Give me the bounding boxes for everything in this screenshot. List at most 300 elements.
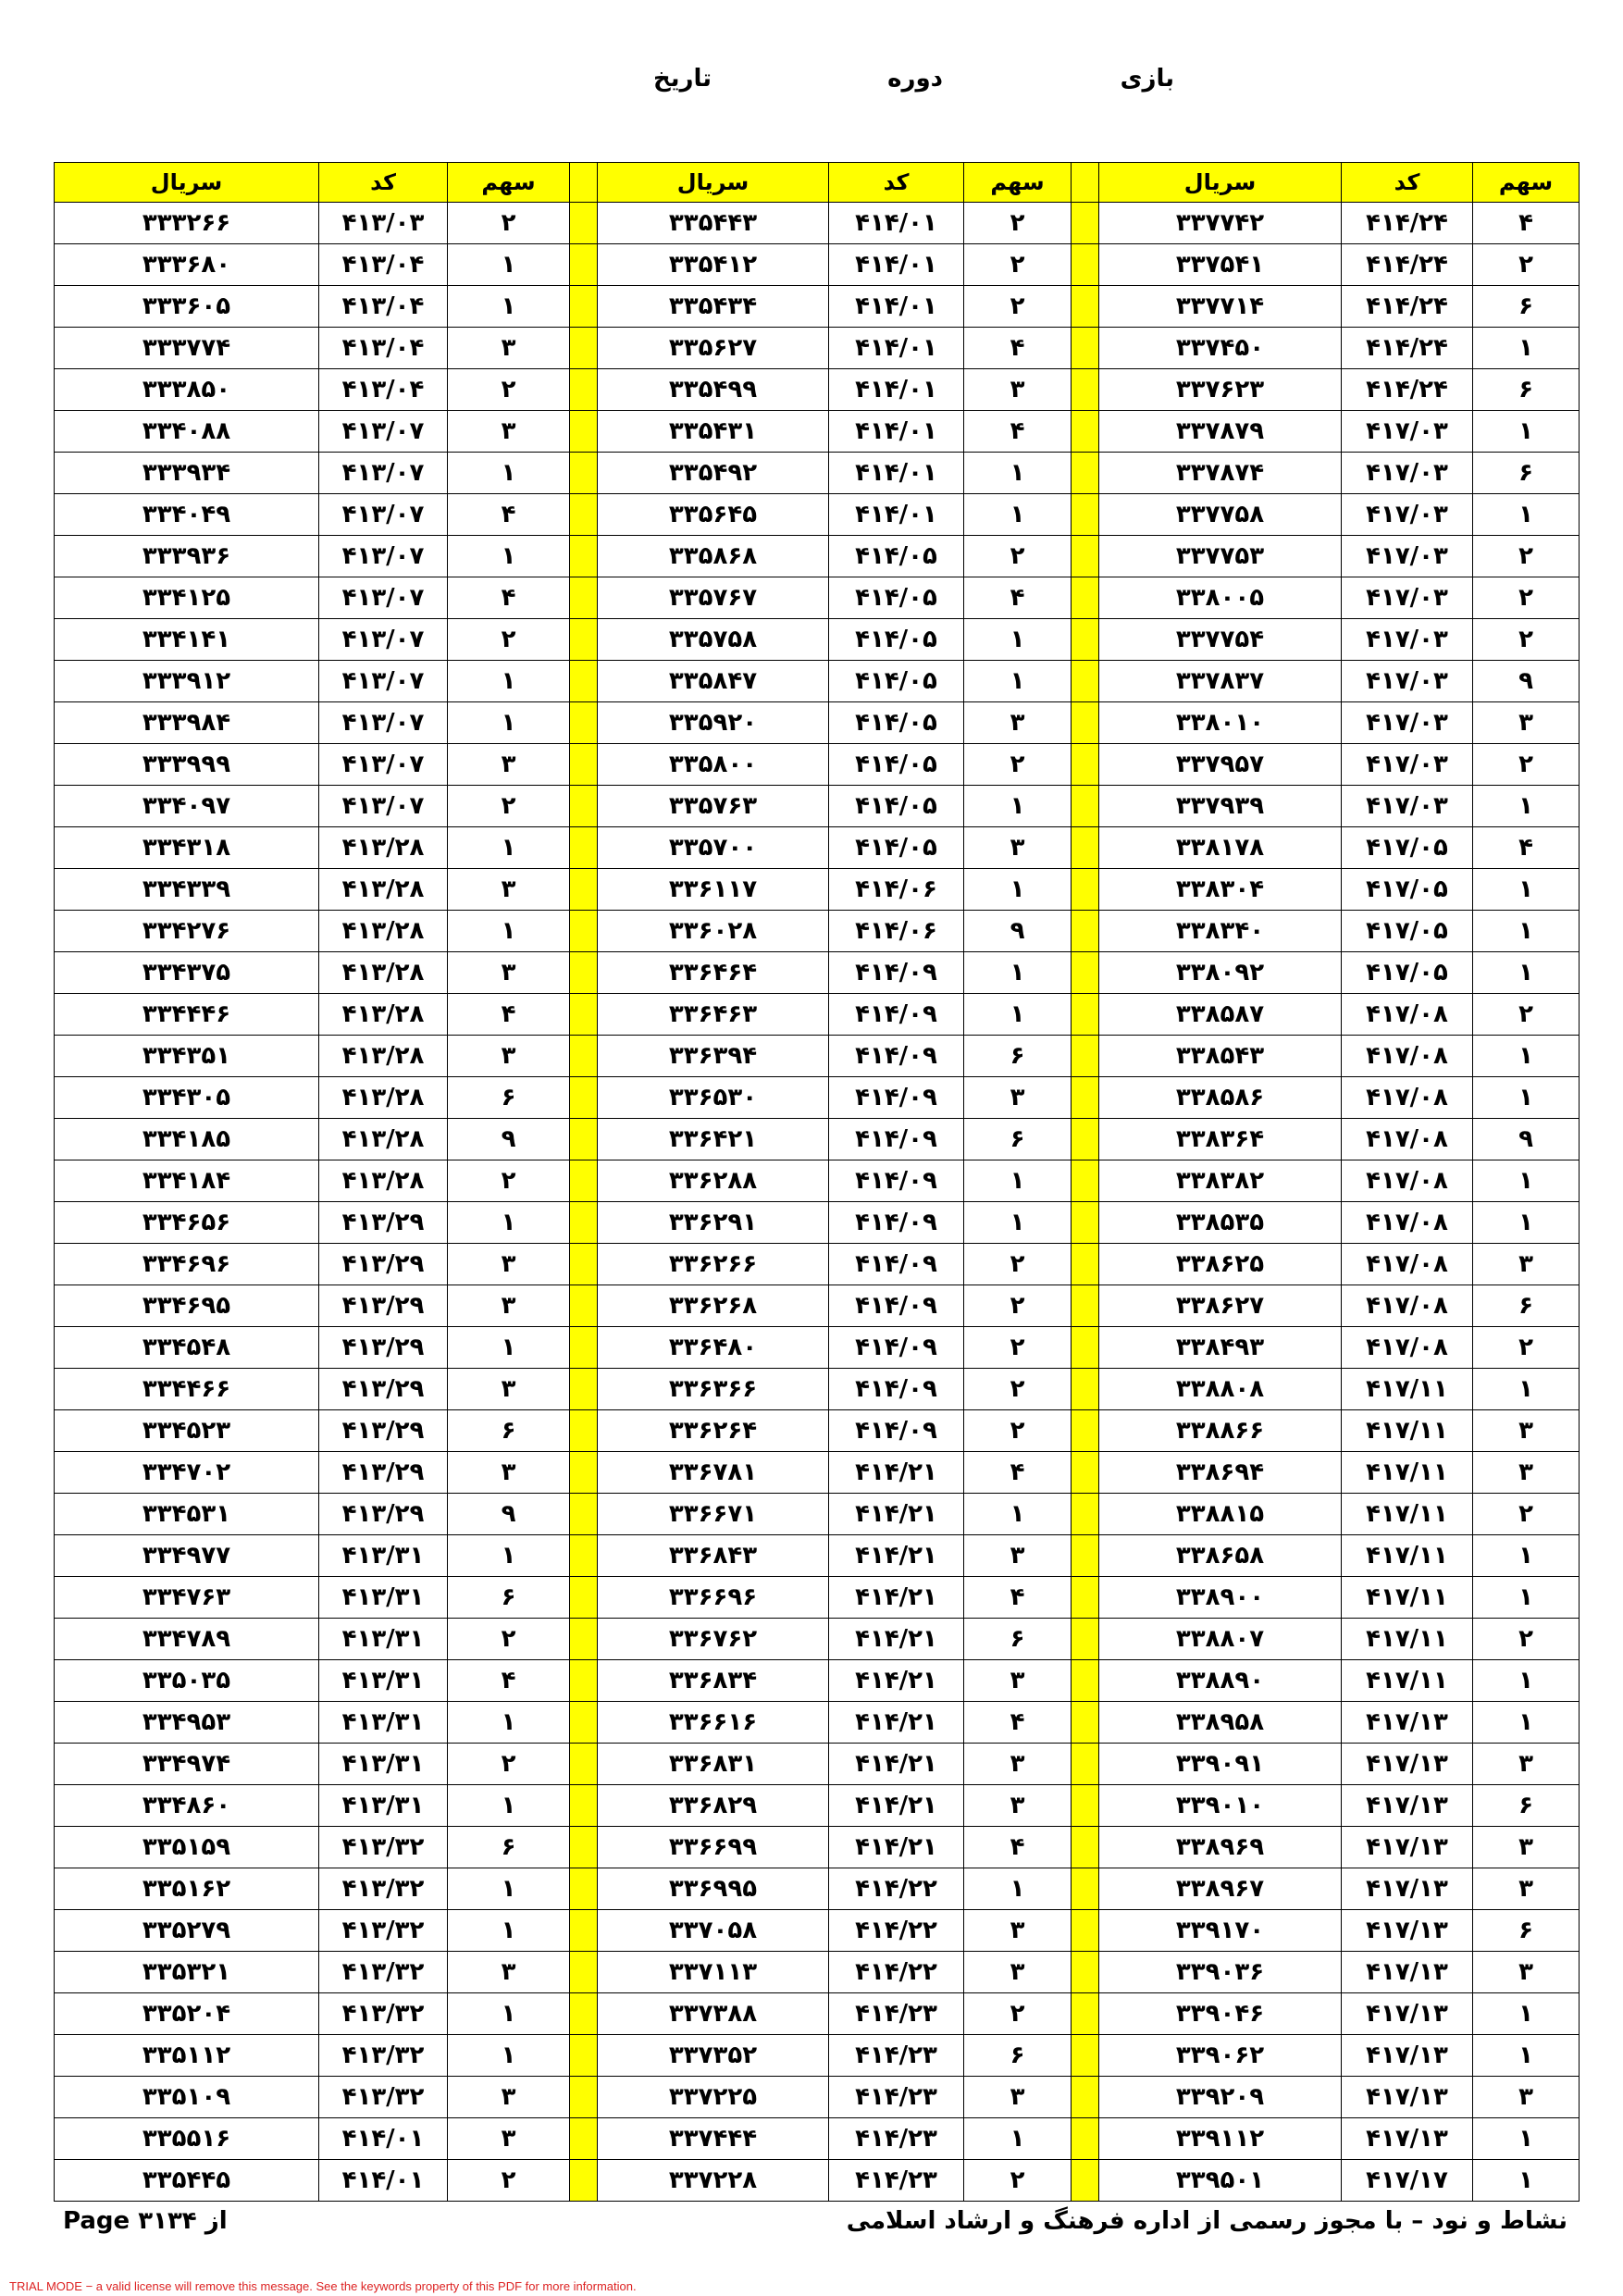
cell-kod: ۴۱۷/۱۱ xyxy=(1342,1452,1473,1494)
cell-sahm: ۳ xyxy=(964,2077,1072,2118)
cell-sahm: ۴ xyxy=(964,577,1072,619)
table-row xyxy=(55,453,1580,494)
cell-kod: ۴۱۷/۱۳ xyxy=(1342,2118,1473,2160)
cell-kod: ۴۱۴/۰۱ xyxy=(319,2118,448,2160)
cell-sahm: ۲ xyxy=(964,744,1072,786)
cell-sahm: ۲ xyxy=(1473,744,1580,786)
cell-kod: ۴۱۳/۰۷ xyxy=(319,661,448,702)
cell-kod: ۴۱۷/۰۳ xyxy=(1342,411,1473,453)
cell-sahm: ۴ xyxy=(448,994,570,1036)
separator-cell xyxy=(570,1577,598,1619)
separator-cell xyxy=(570,1369,598,1410)
cell-sahm: ۴ xyxy=(448,1660,570,1702)
separator-cell xyxy=(570,1619,598,1660)
cell-serial: ۳۳۴۲۷۶ xyxy=(55,911,319,952)
cell-serial: ۳۳۶۴۸۰ xyxy=(598,1327,829,1369)
cell-sahm: ۲ xyxy=(448,619,570,661)
table-row xyxy=(55,1535,1580,1577)
cell-kod: ۴۱۷/۱۱ xyxy=(1342,1535,1473,1577)
cell-kod: ۴۱۷/۱۳ xyxy=(1342,1744,1473,1785)
separator-cell xyxy=(1072,1119,1099,1160)
separator-cell xyxy=(570,163,598,203)
cell-kod: ۴۱۳/۰۷ xyxy=(319,411,448,453)
cell-sahm: ۶ xyxy=(448,1827,570,1868)
cell-serial: ۳۳۷۲۲۵ xyxy=(598,2077,829,2118)
table-row xyxy=(55,1494,1580,1535)
cell-sahm: ۱ xyxy=(1473,1535,1580,1577)
table-row xyxy=(55,244,1580,286)
cell-kod: ۴۱۷/۰۳ xyxy=(1342,661,1473,702)
separator-cell xyxy=(570,2035,598,2077)
cell-kod: ۴۱۴/۲۳ xyxy=(829,2160,964,2202)
separator-cell xyxy=(1072,1993,1099,2035)
cell-kod: ۴۱۴/۰۵ xyxy=(829,744,964,786)
cell-serial: ۳۳۹۰۴۶ xyxy=(1099,1993,1342,2035)
separator-cell xyxy=(570,286,598,328)
table-row xyxy=(55,2118,1580,2160)
cell-kod: ۴۱۷/۱۳ xyxy=(1342,1785,1473,1827)
cell-sahm: ۳ xyxy=(964,1785,1072,1827)
cell-serial: ۳۳۸۰۹۲ xyxy=(1099,952,1342,994)
table-row xyxy=(55,1327,1580,1369)
cell-kod: ۴۱۳/۳۱ xyxy=(319,1660,448,1702)
cell-kod: ۴۱۷/۱۳ xyxy=(1342,1702,1473,1744)
cell-serial: ۳۳۵۴۳۴ xyxy=(598,286,829,328)
cell-serial: ۳۳۵۷۶۳ xyxy=(598,786,829,827)
cell-sahm: ۱ xyxy=(964,1494,1072,1535)
cell-serial: ۳۳۸۶۵۸ xyxy=(1099,1535,1342,1577)
cell-sahm: ۳ xyxy=(1473,1827,1580,1868)
separator-cell xyxy=(1072,2035,1099,2077)
cell-sahm: ۱ xyxy=(964,952,1072,994)
cell-sahm: ۶ xyxy=(1473,286,1580,328)
cell-sahm: ۳ xyxy=(964,1660,1072,1702)
cell-kod: ۴۱۳/۰۷ xyxy=(319,577,448,619)
separator-cell xyxy=(1072,1577,1099,1619)
cell-serial: ۳۳۹۱۷۰ xyxy=(1099,1910,1342,1952)
cell-sahm: ۱ xyxy=(448,1535,570,1577)
separator-cell xyxy=(1072,286,1099,328)
cell-sahm: ۶ xyxy=(448,1577,570,1619)
table-row xyxy=(55,1744,1580,1785)
cell-sahm: ۲ xyxy=(448,203,570,244)
cell-serial: ۳۳۶۳۶۶ xyxy=(598,1369,829,1410)
cell-serial: ۳۳۷۳۸۸ xyxy=(598,1993,829,2035)
cell-sahm: ۶ xyxy=(1473,1910,1580,1952)
cell-serial: ۳۳۴۶۹۶ xyxy=(55,1244,319,1285)
cell-serial: ۳۳۸۵۸۷ xyxy=(1099,994,1342,1036)
cell-kod: ۴۱۴/۰۹ xyxy=(829,1119,964,1160)
cell-sahm: ۳ xyxy=(964,1744,1072,1785)
cell-kod: ۴۱۴/۰۵ xyxy=(829,661,964,702)
cell-kod: ۴۱۳/۳۱ xyxy=(319,1785,448,1827)
cell-sahm: ۶ xyxy=(1473,453,1580,494)
separator-cell xyxy=(1072,619,1099,661)
cell-kod: ۴۱۳/۰۴ xyxy=(319,369,448,411)
cell-serial: ۳۳۹۰۳۶ xyxy=(1099,1952,1342,1993)
separator-cell xyxy=(570,1494,598,1535)
cell-serial: ۳۳۷۲۲۸ xyxy=(598,2160,829,2202)
cell-kod: ۴۱۳/۳۱ xyxy=(319,1577,448,1619)
cell-kod: ۴۱۳/۲۸ xyxy=(319,1036,448,1077)
cell-kod: ۴۱۷/۰۳ xyxy=(1342,453,1473,494)
cell-kod: ۴۱۴/۲۴ xyxy=(1342,369,1473,411)
cell-sahm: ۱ xyxy=(448,1785,570,1827)
cell-sahm: ۴ xyxy=(964,1702,1072,1744)
cell-kod: ۴۱۳/۳۲ xyxy=(319,1868,448,1910)
cell-serial: ۳۳۷۸۳۷ xyxy=(1099,661,1342,702)
table-row xyxy=(55,2077,1580,2118)
cell-serial: ۳۳۴۷۸۹ xyxy=(55,1619,319,1660)
cell-serial: ۳۳۷۶۲۳ xyxy=(1099,369,1342,411)
cell-sahm: ۱ xyxy=(448,2035,570,2077)
cell-sahm: ۳ xyxy=(448,411,570,453)
cell-kod: ۴۱۳/۲۸ xyxy=(319,869,448,911)
cell-kod: ۴۱۴/۰۵ xyxy=(829,827,964,869)
header-doreh: دوره xyxy=(887,65,943,93)
cell-sahm: ۲ xyxy=(964,2160,1072,2202)
cell-serial: ۳۳۴۴۴۶ xyxy=(55,994,319,1036)
cell-sahm: ۴ xyxy=(964,1577,1072,1619)
col-header-serial: سریال xyxy=(598,163,829,203)
separator-cell xyxy=(570,911,598,952)
cell-serial: ۳۳۹۵۰۱ xyxy=(1099,2160,1342,2202)
separator-cell xyxy=(570,328,598,369)
separator-cell xyxy=(570,1660,598,1702)
table-row xyxy=(55,1285,1580,1327)
col-header-kod: کد xyxy=(319,163,448,203)
separator-cell xyxy=(1072,1452,1099,1494)
cell-serial: ۳۳۸۹۶۷ xyxy=(1099,1868,1342,1910)
cell-serial: ۳۳۴۵۳۱ xyxy=(55,1494,319,1535)
cell-sahm: ۳ xyxy=(448,2077,570,2118)
cell-kod: ۴۱۷/۱۳ xyxy=(1342,1827,1473,1868)
separator-cell xyxy=(1072,369,1099,411)
separator-cell xyxy=(1072,163,1099,203)
separator-cell xyxy=(1072,1077,1099,1119)
cell-serial: ۳۳۷۷۵۴ xyxy=(1099,619,1342,661)
cell-kod: ۴۱۷/۰۸ xyxy=(1342,994,1473,1036)
cell-kod: ۴۱۷/۱۳ xyxy=(1342,1868,1473,1910)
cell-serial: ۳۳۴۷۶۳ xyxy=(55,1577,319,1619)
cell-serial: ۳۳۴۶۹۵ xyxy=(55,1285,319,1327)
cell-sahm: ۳ xyxy=(448,952,570,994)
separator-cell xyxy=(570,786,598,827)
table-row xyxy=(55,2035,1580,2077)
cell-kod: ۴۱۴/۰۹ xyxy=(829,1202,964,1244)
col-header-kod: کد xyxy=(1342,163,1473,203)
separator-cell xyxy=(1072,1702,1099,1744)
separator-cell xyxy=(1072,1910,1099,1952)
col-header-serial: سریال xyxy=(55,163,319,203)
table-row xyxy=(55,1577,1580,1619)
cell-kod: ۴۱۴/۲۱ xyxy=(829,1535,964,1577)
separator-cell xyxy=(570,453,598,494)
cell-sahm: ۱ xyxy=(1473,869,1580,911)
table-row xyxy=(55,661,1580,702)
cell-kod: ۴۱۳/۳۲ xyxy=(319,1910,448,1952)
trial-notice: TRIAL MODE − a valid license will remove this message. See the keywords property of this PDF for more information. xyxy=(9,2279,637,2293)
cell-sahm: ۳ xyxy=(1473,2077,1580,2118)
cell-serial: ۳۳۶۲۸۸ xyxy=(598,1160,829,1202)
cell-sahm: ۱ xyxy=(448,661,570,702)
cell-kod: ۴۱۷/۰۸ xyxy=(1342,1119,1473,1160)
cell-kod: ۴۱۳/۲۹ xyxy=(319,1285,448,1327)
cell-serial: ۳۳۹۰۶۲ xyxy=(1099,2035,1342,2077)
separator-cell xyxy=(570,1285,598,1327)
cell-sahm: ۱ xyxy=(448,244,570,286)
cell-sahm: ۱ xyxy=(964,494,1072,536)
table-row xyxy=(55,203,1580,244)
cell-serial: ۳۳۵۷۰۰ xyxy=(598,827,829,869)
cell-serial: ۳۳۸۸۰۸ xyxy=(1099,1369,1342,1410)
header-tarikh: تاریخ xyxy=(653,65,712,93)
cell-serial: ۳۳۷۴۴۴ xyxy=(598,2118,829,2160)
cell-kod: ۴۱۳/۲۸ xyxy=(319,827,448,869)
cell-serial: ۳۳۴۰۸۸ xyxy=(55,411,319,453)
separator-cell xyxy=(1072,911,1099,952)
cell-kod: ۴۱۷/۰۸ xyxy=(1342,1160,1473,1202)
separator-cell xyxy=(570,577,598,619)
cell-serial: ۳۳۴۳۷۵ xyxy=(55,952,319,994)
cell-serial: ۳۳۶۳۹۴ xyxy=(598,1036,829,1077)
cell-sahm: ۱ xyxy=(448,1702,570,1744)
table-row xyxy=(55,1202,1580,1244)
cell-sahm: ۱ xyxy=(448,827,570,869)
table-row xyxy=(55,1993,1580,2035)
cell-sahm: ۱ xyxy=(964,619,1072,661)
table-row xyxy=(55,1036,1580,1077)
cell-kod: ۴۱۴/۲۴ xyxy=(1342,286,1473,328)
separator-cell xyxy=(570,1160,598,1202)
cell-sahm: ۲ xyxy=(964,203,1072,244)
cell-kod: ۴۱۷/۱۳ xyxy=(1342,2077,1473,2118)
cell-serial: ۳۳۸۸۶۶ xyxy=(1099,1410,1342,1452)
cell-kod: ۴۱۴/۰۹ xyxy=(829,1160,964,1202)
separator-cell xyxy=(570,1244,598,1285)
separator-cell xyxy=(570,2077,598,2118)
table-row xyxy=(55,911,1580,952)
cell-serial: ۳۳۶۸۳۱ xyxy=(598,1744,829,1785)
cell-serial: ۳۳۸۳۸۲ xyxy=(1099,1160,1342,1202)
cell-serial: ۳۳۷۸۷۴ xyxy=(1099,453,1342,494)
cell-sahm: ۶ xyxy=(448,1410,570,1452)
cell-sahm: ۱ xyxy=(1473,1077,1580,1119)
cell-kod: ۴۱۳/۳۲ xyxy=(319,1993,448,2035)
cell-sahm: ۶ xyxy=(964,1619,1072,1660)
separator-cell xyxy=(570,1785,598,1827)
table-row xyxy=(55,786,1580,827)
cell-sahm: ۳ xyxy=(964,1952,1072,1993)
cell-sahm: ۱ xyxy=(964,2118,1072,2160)
cell-serial: ۳۳۷۸۷۹ xyxy=(1099,411,1342,453)
cell-serial: ۳۳۸۸۰۷ xyxy=(1099,1619,1342,1660)
table-row xyxy=(55,869,1580,911)
separator-cell xyxy=(570,619,598,661)
cell-serial: ۳۳۵۸۶۸ xyxy=(598,536,829,577)
cell-serial: ۳۳۵۶۲۷ xyxy=(598,328,829,369)
cell-kod: ۴۱۷/۰۳ xyxy=(1342,786,1473,827)
cell-kod: ۴۱۴/۲۴ xyxy=(1342,328,1473,369)
cell-serial: ۳۳۵۱۵۹ xyxy=(55,1827,319,1868)
cell-kod: ۴۱۷/۱۱ xyxy=(1342,1494,1473,1535)
cell-serial: ۳۳۷۴۵۰ xyxy=(1099,328,1342,369)
cell-serial: ۳۳۳۹۹۹ xyxy=(55,744,319,786)
cell-sahm: ۱ xyxy=(964,453,1072,494)
cell-serial: ۳۳۴۰۴۹ xyxy=(55,494,319,536)
cell-serial: ۳۳۴۳۱۸ xyxy=(55,827,319,869)
cell-sahm: ۲ xyxy=(1473,244,1580,286)
cell-sahm: ۱ xyxy=(448,911,570,952)
separator-cell xyxy=(1072,2160,1099,2202)
cell-serial: ۳۳۳۹۱۲ xyxy=(55,661,319,702)
cell-sahm: ۱ xyxy=(448,453,570,494)
cell-sahm: ۳ xyxy=(1473,1744,1580,1785)
table-row xyxy=(55,1785,1580,1827)
cell-serial: ۳۳۶۰۲۸ xyxy=(598,911,829,952)
cell-kod: ۴۱۴/۰۹ xyxy=(829,1077,964,1119)
cell-kod: ۴۱۴/۲۲ xyxy=(829,1868,964,1910)
table-row xyxy=(55,1410,1580,1452)
separator-cell xyxy=(570,494,598,536)
cell-sahm: ۳ xyxy=(448,1952,570,1993)
cell-kod: ۴۱۴/۰۵ xyxy=(829,577,964,619)
separator-cell xyxy=(570,702,598,744)
cell-sahm: ۳ xyxy=(964,1535,1072,1577)
cell-kod: ۴۱۳/۲۹ xyxy=(319,1202,448,1244)
cell-serial: ۳۳۳۹۳۴ xyxy=(55,453,319,494)
cell-serial: ۳۳۶۱۱۷ xyxy=(598,869,829,911)
separator-cell xyxy=(570,1702,598,1744)
separator-cell xyxy=(570,827,598,869)
separator-cell xyxy=(570,1327,598,1369)
cell-kod: ۴۱۷/۰۵ xyxy=(1342,869,1473,911)
cell-sahm: ۲ xyxy=(448,2160,570,2202)
cell-kod: ۴۱۳/۳۲ xyxy=(319,2077,448,2118)
cell-sahm: ۳ xyxy=(964,369,1072,411)
cell-sahm: ۱ xyxy=(1473,494,1580,536)
cell-kod: ۴۱۳/۳۲ xyxy=(319,1952,448,1993)
cell-kod: ۴۱۳/۲۸ xyxy=(319,1160,448,1202)
cell-serial: ۳۳۵۴۴۳ xyxy=(598,203,829,244)
cell-serial: ۳۳۷۷۴۲ xyxy=(1099,203,1342,244)
cell-kod: ۴۱۳/۰۷ xyxy=(319,494,448,536)
cell-kod: ۴۱۷/۰۸ xyxy=(1342,1077,1473,1119)
cell-kod: ۴۱۳/۰۷ xyxy=(319,619,448,661)
cell-kod: ۴۱۳/۲۹ xyxy=(319,1369,448,1410)
cell-sahm: ۲ xyxy=(964,536,1072,577)
cell-kod: ۴۱۴/۰۹ xyxy=(829,1327,964,1369)
cell-kod: ۴۱۴/۲۱ xyxy=(829,1702,964,1744)
separator-cell xyxy=(1072,1868,1099,1910)
col-header-serial: سریال xyxy=(1099,163,1342,203)
cell-serial: ۳۳۴۹۷۴ xyxy=(55,1744,319,1785)
col-header-sahm: سهم xyxy=(448,163,570,203)
cell-serial: ۳۳۶۲۹۱ xyxy=(598,1202,829,1244)
cell-kod: ۴۱۴/۰۹ xyxy=(829,952,964,994)
cell-serial: ۳۳۸۹۶۹ xyxy=(1099,1827,1342,1868)
page-number: Page ۳۱۳۴ از xyxy=(63,2207,228,2235)
cell-sahm: ۱ xyxy=(964,661,1072,702)
cell-sahm: ۲ xyxy=(964,1369,1072,1410)
table-row xyxy=(55,1077,1580,1119)
cell-sahm: ۲ xyxy=(1473,577,1580,619)
cell-sahm: ۱ xyxy=(1473,1036,1580,1077)
cell-kod: ۴۱۷/۰۸ xyxy=(1342,1244,1473,1285)
cell-kod: ۴۱۳/۲۸ xyxy=(319,1077,448,1119)
results-table xyxy=(54,162,1580,2202)
separator-cell xyxy=(570,1827,598,1868)
cell-sahm: ۳ xyxy=(448,744,570,786)
cell-sahm: ۳ xyxy=(964,702,1072,744)
separator-cell xyxy=(1072,2077,1099,2118)
cell-kod: ۴۱۷/۱۱ xyxy=(1342,1369,1473,1410)
cell-serial: ۳۳۶۶۹۶ xyxy=(598,1577,829,1619)
cell-serial: ۳۳۴۳۳۹ xyxy=(55,869,319,911)
cell-kod: ۴۱۳/۲۸ xyxy=(319,994,448,1036)
cell-kod: ۴۱۷/۰۵ xyxy=(1342,911,1473,952)
cell-serial: ۳۳۶۶۷۱ xyxy=(598,1494,829,1535)
cell-kod: ۴۱۴/۲۴ xyxy=(1342,203,1473,244)
cell-kod: ۴۱۷/۰۸ xyxy=(1342,1285,1473,1327)
cell-kod: ۴۱۴/۰۱ xyxy=(829,411,964,453)
cell-kod: ۴۱۷/۱۱ xyxy=(1342,1410,1473,1452)
cell-sahm: ۱ xyxy=(964,1160,1072,1202)
separator-cell xyxy=(570,2118,598,2160)
separator-cell xyxy=(1072,827,1099,869)
separator-cell xyxy=(1072,244,1099,286)
cell-serial: ۳۳۳۷۷۴ xyxy=(55,328,319,369)
cell-kod: ۴۱۷/۰۳ xyxy=(1342,619,1473,661)
cell-sahm: ۴ xyxy=(964,1452,1072,1494)
cell-kod: ۴۱۷/۰۳ xyxy=(1342,494,1473,536)
cell-sahm: ۱ xyxy=(1473,911,1580,952)
table-row xyxy=(55,2160,1580,2202)
col-header-kod: کد xyxy=(829,163,964,203)
cell-serial: ۳۳۴۵۲۳ xyxy=(55,1410,319,1452)
separator-cell xyxy=(570,1410,598,1452)
cell-serial: ۳۳۸۹۰۰ xyxy=(1099,1577,1342,1619)
cell-serial: ۳۳۴۹۵۳ xyxy=(55,1702,319,1744)
cell-kod: ۴۱۳/۲۹ xyxy=(319,1494,448,1535)
cell-sahm: ۶ xyxy=(964,1036,1072,1077)
cell-kod: ۴۱۴/۰۵ xyxy=(829,702,964,744)
cell-sahm: ۳ xyxy=(1473,1952,1580,1993)
cell-kod: ۴۱۳/۳۲ xyxy=(319,1827,448,1868)
cell-kod: ۴۱۷/۰۸ xyxy=(1342,1036,1473,1077)
cell-sahm: ۱ xyxy=(448,1202,570,1244)
separator-cell xyxy=(570,952,598,994)
cell-sahm: ۱ xyxy=(1473,2160,1580,2202)
cell-serial: ۳۳۵۴۴۵ xyxy=(55,2160,319,2202)
cell-sahm: ۱ xyxy=(1473,2118,1580,2160)
cell-sahm: ۴ xyxy=(964,411,1072,453)
cell-sahm: ۳ xyxy=(448,1285,570,1327)
cell-sahm: ۱ xyxy=(1473,1660,1580,1702)
cell-serial: ۳۳۵۱۶۲ xyxy=(55,1868,319,1910)
cell-serial: ۳۳۶۷۸۱ xyxy=(598,1452,829,1494)
cell-sahm: ۶ xyxy=(964,1119,1072,1160)
cell-serial: ۳۳۴۶۵۶ xyxy=(55,1202,319,1244)
cell-sahm: ۲ xyxy=(1473,1327,1580,1369)
cell-sahm: ۱ xyxy=(1473,1577,1580,1619)
cell-kod: ۴۱۴/۰۶ xyxy=(829,911,964,952)
cell-kod: ۴۱۴/۰۹ xyxy=(829,1369,964,1410)
publisher-note: نشاط و نود – با مجوز رسمی از اداره فرهنگ و ارشاد اسلامی xyxy=(846,2207,1567,2235)
cell-serial: ۳۳۷۹۵۷ xyxy=(1099,744,1342,786)
separator-cell xyxy=(570,411,598,453)
table-row xyxy=(55,1619,1580,1660)
